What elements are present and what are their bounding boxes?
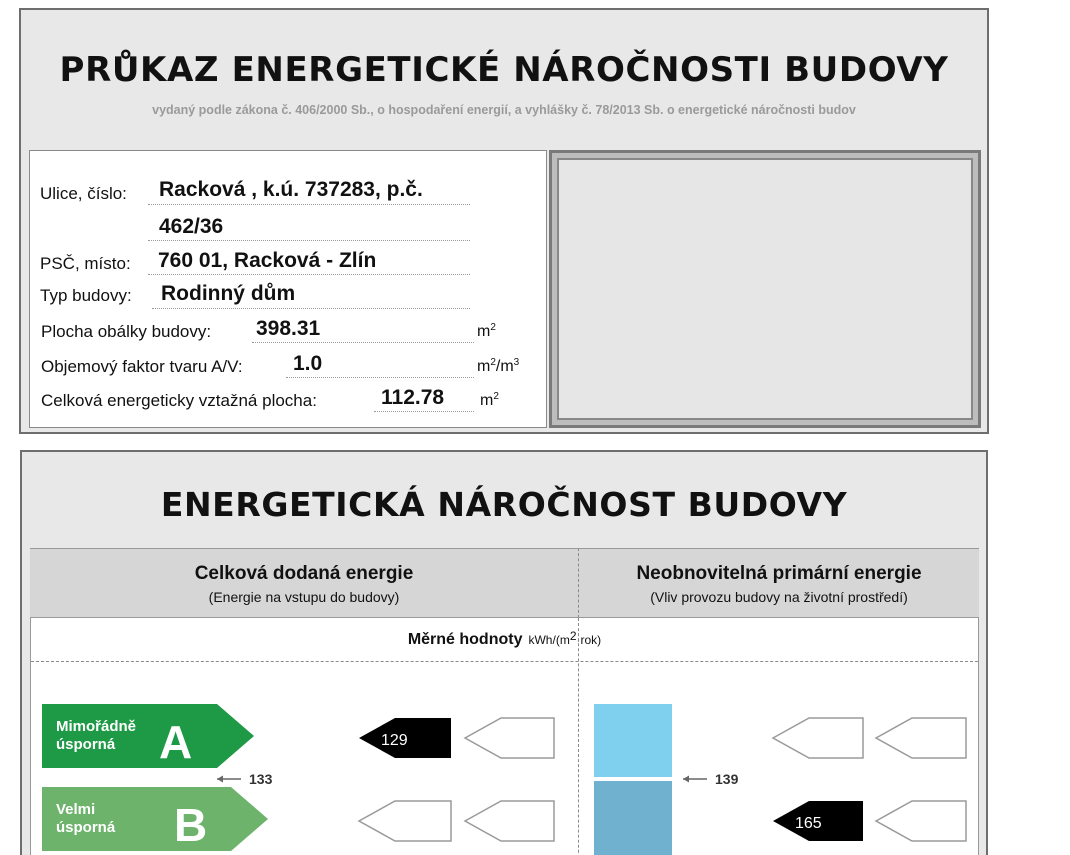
specific-values-unit: kWh/$(m^2\cdot rok)$ bbox=[528, 629, 602, 647]
certificate-header-panel bbox=[19, 8, 989, 434]
primary-energy-marker-value: 165 bbox=[795, 815, 822, 832]
delivered-reference-marker-b bbox=[465, 801, 554, 841]
reference-area-label: Celková energeticky vztažná plocha: bbox=[41, 391, 317, 410]
delivered-energy-subheading: (Energie na vstupu do budovy) bbox=[208, 589, 400, 605]
primary-empty-marker-a bbox=[773, 718, 863, 758]
street-label: Ulice, číslo: bbox=[40, 184, 127, 203]
rating-chart-area bbox=[30, 617, 979, 855]
class-letter-a: A bbox=[159, 716, 193, 768]
primary-boundary-a-b-value: 139 bbox=[715, 771, 739, 787]
class-letter-b: B bbox=[174, 799, 208, 851]
envelope-area-value: 398.31 bbox=[256, 317, 321, 340]
class-label-line1-a: Mimořádně bbox=[56, 718, 137, 735]
primary-energy-header bbox=[578, 548, 979, 618]
psc-value: 760 01, Racková - Zlín bbox=[158, 249, 377, 272]
building-photo-placeholder bbox=[557, 158, 973, 420]
building-info-box bbox=[29, 150, 547, 428]
building-type-label: Typ budovy: bbox=[40, 286, 132, 305]
psc-label: PSČ, místo: bbox=[40, 254, 131, 273]
street-underline-2 bbox=[148, 240, 470, 241]
delivered-boundary-a-b-arrow-head bbox=[217, 776, 223, 783]
street-underline bbox=[148, 204, 470, 205]
building-type-underline bbox=[152, 308, 470, 309]
psc-underline bbox=[148, 274, 470, 275]
delivered-boundary-a-b-value: 133 bbox=[249, 771, 273, 787]
reference-area-underline bbox=[374, 411, 474, 412]
primary-class-a-bar bbox=[594, 704, 672, 777]
primary-reference-marker-a bbox=[876, 718, 966, 758]
av-factor-underline bbox=[286, 377, 474, 378]
av-factor-unit: $m^2/m^3$ bbox=[477, 357, 520, 375]
street-value-continued: 462/36 bbox=[159, 215, 224, 238]
primary-boundary-a-b-arrow-head bbox=[683, 776, 689, 783]
class-label-line1-b: Velmi bbox=[56, 801, 96, 818]
reference-area-value: 112.78 bbox=[381, 386, 445, 409]
legal-basis-subtitle: vydaný podle zákona č. 406/2000 Sb., o hospodaření energií, a vyhlášky č. 78/2013 Sb. o energetické náročnosti budov bbox=[152, 103, 856, 117]
primary-class-b-bar bbox=[594, 781, 672, 855]
primary-reference-marker-b bbox=[876, 801, 966, 841]
delivered-empty-marker-b bbox=[359, 801, 451, 841]
av-factor-label: Objemový faktor tvaru A/V: bbox=[41, 357, 243, 376]
street-value: Racková , k.ú. 737283, p.č. bbox=[159, 178, 423, 201]
reference-area-unit: $m^2$ bbox=[480, 391, 499, 409]
primary-energy-subheading: (Vliv provozu budovy na životní prostředí) bbox=[650, 589, 908, 605]
delivered-energy-heading: Celková dodaná energie bbox=[194, 563, 414, 584]
envelope-area-label: Plocha obálky budovy: bbox=[41, 322, 212, 341]
specific-values-label: Měrné hodnoty bbox=[407, 631, 523, 648]
primary-energy-heading: Neobnovitelná primární energie bbox=[636, 563, 922, 584]
envelope-area-underline bbox=[252, 342, 474, 343]
av-factor-value: 1.0 bbox=[293, 352, 323, 375]
building-type-value: Rodinný dům bbox=[161, 282, 296, 305]
delivered-energy-marker-value: 129 bbox=[381, 732, 408, 749]
certificate-title: PRŮKAZ ENERGETICKÉ NÁROČNOSTI BUDOVY bbox=[59, 50, 949, 90]
class-label-line2-a: úsporná bbox=[56, 736, 116, 753]
section-title: ENERGETICKÁ NÁROČNOST BUDOVY bbox=[160, 485, 848, 524]
envelope-area-unit: $m^2$ bbox=[477, 322, 496, 340]
energy-rating-chart bbox=[31, 618, 980, 855]
delivered-reference-marker-a bbox=[465, 718, 554, 758]
class-label-line2-b: úsporná bbox=[56, 819, 116, 836]
energy-performance-panel bbox=[20, 450, 988, 855]
building-photo-frame bbox=[549, 150, 981, 428]
delivered-energy-header bbox=[30, 548, 578, 618]
